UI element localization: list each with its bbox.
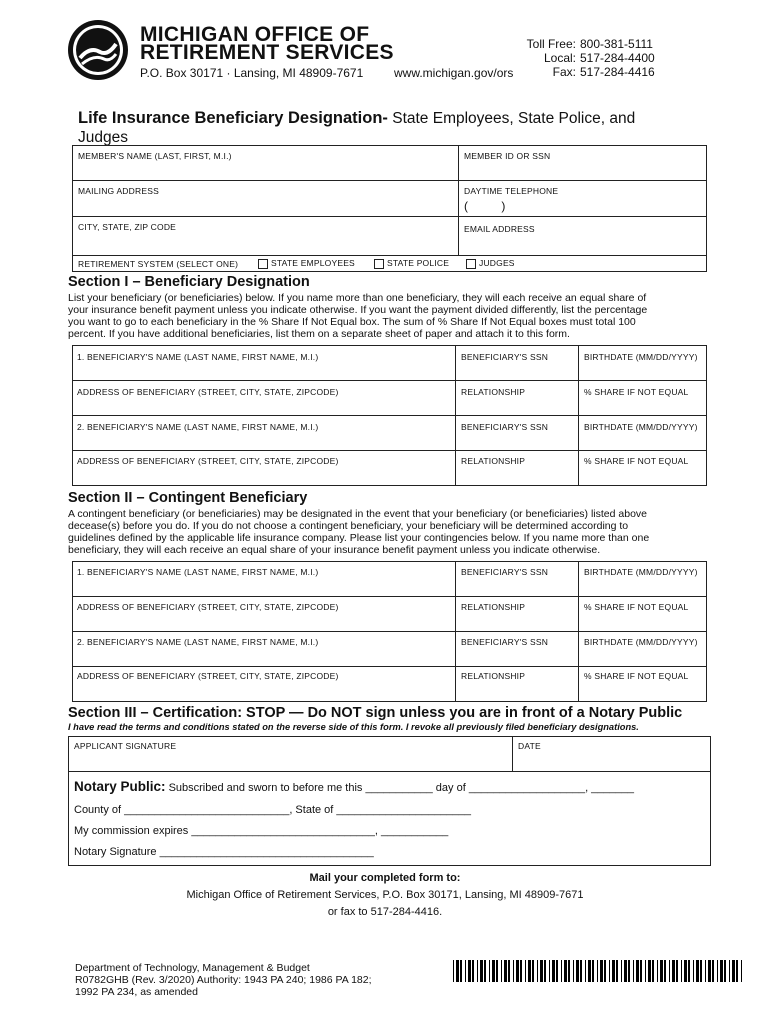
barcode-bar bbox=[544, 960, 546, 982]
barcode-bar bbox=[712, 960, 714, 982]
member-name-field[interactable] bbox=[74, 161, 456, 179]
barcode-bar bbox=[604, 960, 606, 982]
mailing-address-field[interactable] bbox=[74, 196, 456, 214]
date-field[interactable] bbox=[514, 752, 709, 770]
barcode-bar bbox=[460, 960, 462, 982]
county-line: County of ___________________________, State of ______________________ bbox=[74, 804, 471, 816]
barcode-bar bbox=[676, 960, 678, 982]
barcode-bar bbox=[660, 960, 663, 982]
option-state-police-label: STATE POLICE bbox=[387, 258, 450, 268]
org-website: www.michigan.gov/ors bbox=[394, 66, 514, 80]
barcode-bar bbox=[477, 960, 478, 982]
org-address: P.O. Box 30171 · Lansing, MI 48909-7671 bbox=[140, 66, 364, 80]
barcode-bar bbox=[708, 960, 711, 982]
barcode-bar bbox=[561, 960, 562, 982]
section1-title: Section I – Beneficiary Designation bbox=[68, 274, 310, 290]
fax-label: Fax: bbox=[552, 65, 576, 79]
notary-public-label: Notary Public: bbox=[74, 779, 166, 794]
beneficiary1-share-label: % SHARE IF NOT EQUAL bbox=[584, 387, 689, 397]
logo bbox=[66, 18, 130, 82]
barcode-bar bbox=[520, 960, 522, 982]
barcode-bar bbox=[645, 960, 646, 982]
barcode-bar bbox=[573, 960, 574, 982]
section1-para-line: List your beneficiary (or beneficiaries) below. If you name more than one beneficiary, they will each receive an equal share of bbox=[68, 292, 647, 304]
toll-free-label: Toll Free: bbox=[526, 37, 576, 51]
notary-public-text: Subscribed and sworn to before me this ___________ day of ___________________, _______ bbox=[165, 782, 634, 794]
barcode-bar bbox=[465, 960, 466, 982]
barcode-bar bbox=[693, 960, 694, 982]
barcode-bar bbox=[633, 960, 634, 982]
barcode-bar bbox=[688, 960, 690, 982]
barcode-bar bbox=[501, 960, 502, 982]
checkbox-state-police[interactable] bbox=[374, 259, 384, 269]
contingent1-ssn-label: BENEFICIARY'S SSN bbox=[461, 567, 549, 577]
option-state-employees[interactable] bbox=[258, 258, 355, 269]
barcode-bar bbox=[684, 960, 687, 982]
daytime-phone-field[interactable]: ( ) bbox=[464, 199, 506, 213]
barcode-bar bbox=[516, 960, 519, 982]
section2-para-line: guidelines defined by the applicable life insurance company. Please list your contingencies below. If you name more than one bbox=[68, 532, 650, 544]
beneficiary1-address-label: ADDRESS OF BENEFICIARY (STREET, CITY, STATE, ZIPCODE) bbox=[77, 387, 339, 397]
applicant-signature-field[interactable] bbox=[70, 752, 510, 770]
footer-line2: R0782GHB (Rev. 3/2020) Authority: 1943 PA 240; 1986 PA 182; bbox=[75, 974, 372, 986]
barcode-bar bbox=[652, 960, 654, 982]
commission-line: My commission expires ______________________________, ___________ bbox=[74, 825, 449, 837]
barcode-bar bbox=[472, 960, 474, 982]
contingent1-relationship-label: RELATIONSHIP bbox=[461, 602, 526, 612]
member-name-label: MEMBER'S NAME (LAST, FIRST, M.I.) bbox=[78, 151, 232, 161]
beneficiary2-relationship-label: RELATIONSHIP bbox=[461, 456, 526, 466]
barcode-bar bbox=[732, 960, 735, 982]
mailing-address-label: MAILING ADDRESS bbox=[78, 186, 159, 196]
barcode-bar bbox=[600, 960, 603, 982]
barcode-bar bbox=[657, 960, 658, 982]
section2-para-line: decease(s) before you do. If you do not choose a contingent beneficiary, your beneficiary will be determined according to bbox=[68, 520, 629, 532]
contingent2-address-label: ADDRESS OF BENEFICIARY (STREET, CITY, STATE, ZIPCODE) bbox=[77, 671, 339, 681]
barcode-bar bbox=[480, 960, 483, 982]
barcode-bar bbox=[549, 960, 550, 982]
barcode-bar bbox=[456, 960, 459, 982]
contingent1-name-label: 1. BENEFICIARY'S NAME (LAST NAME, FIRST NAME, M.I.) bbox=[77, 567, 319, 577]
barcode-bar bbox=[504, 960, 507, 982]
notary-public-line bbox=[74, 779, 634, 794]
barcode-bar bbox=[621, 960, 622, 982]
barcode-bar bbox=[568, 960, 570, 982]
barcode-bar bbox=[537, 960, 538, 982]
barcode-bar bbox=[597, 960, 598, 982]
beneficiary2-birthdate-label: BIRTHDATE (MM/DD/YYYY) bbox=[584, 422, 698, 432]
barcode-bar bbox=[717, 960, 718, 982]
beneficiary2-address-label: ADDRESS OF BENEFICIARY (STREET, CITY, STATE, ZIPCODE) bbox=[77, 456, 339, 466]
barcode-bar bbox=[696, 960, 699, 982]
section2-para-line: A contingent beneficiary (or beneficiaries) may be designated in the event that your beneficiary (or beneficiaries) listed above bbox=[68, 508, 647, 520]
beneficiary1-relationship-label: RELATIONSHIP bbox=[461, 387, 526, 397]
local-label: Local: bbox=[543, 51, 576, 65]
notary-signature-line: Notary Signature ___________________________________ bbox=[74, 846, 374, 858]
retirement-system-label: RETIREMENT SYSTEM (SELECT ONE) bbox=[78, 259, 239, 269]
option-state-employees-label: STATE EMPLOYEES bbox=[271, 258, 355, 268]
barcode-bar bbox=[528, 960, 531, 982]
mail-address: Michigan Office of Retirement Services, P.O. Box 30171, Lansing, MI 48909-7671 bbox=[186, 889, 584, 901]
footer bbox=[75, 962, 372, 998]
barcode-bar bbox=[489, 960, 490, 982]
barcode-bar bbox=[724, 960, 726, 982]
contingent2-relationship-label: RELATIONSHIP bbox=[461, 671, 526, 681]
barcode-bar bbox=[496, 960, 498, 982]
barcode-bar bbox=[612, 960, 615, 982]
beneficiary1-ssn-label: BENEFICIARY'S SSN bbox=[461, 352, 549, 362]
form-title-line2: Judges bbox=[78, 129, 128, 146]
barcode-bar bbox=[556, 960, 558, 982]
barcode-bar bbox=[592, 960, 594, 982]
barcode-bar bbox=[669, 960, 670, 982]
section3-subtitle: I have read the terms and conditions stated on the reverse side of this form. I revoke all previously filed beneficiary designations. bbox=[68, 722, 639, 732]
barcode-bar bbox=[648, 960, 651, 982]
barcode-bar bbox=[525, 960, 526, 982]
checkbox-judges[interactable] bbox=[466, 259, 476, 269]
section2-title: Section II – Contingent Beneficiary bbox=[68, 490, 308, 506]
checkbox-state-employees[interactable] bbox=[258, 259, 268, 269]
date-label: DATE bbox=[518, 741, 541, 751]
contingent2-ssn-label: BENEFICIARY'S SSN bbox=[461, 637, 549, 647]
barcode-bar bbox=[705, 960, 706, 982]
fax-number: 517-284-4416 bbox=[580, 65, 655, 79]
local-number: 517-284-4400 bbox=[580, 51, 655, 65]
barcode-bar bbox=[508, 960, 510, 982]
section1-para-line: your insurance benefit payment unless you indicate otherwise. If you want the payment divided differently, list the percentage bbox=[68, 304, 648, 316]
applicant-signature-label: APPLICANT SIGNATURE bbox=[74, 741, 177, 751]
section1-para-line: percent. If you have additional beneficiaries, list them on a separate sheet of paper and attach it to this form. bbox=[68, 328, 570, 340]
contingent2-share-label: % SHARE IF NOT EQUAL bbox=[584, 671, 689, 681]
section2-para-line: beneficiary, they will each receive an equal share of your insurance benefit payment unless you indicate otherwise. bbox=[68, 544, 601, 556]
footer-line3: 1992 PA 234, as amended bbox=[75, 986, 198, 998]
barcode-bar bbox=[720, 960, 723, 982]
beneficiary1-birthdate-label: BIRTHDATE (MM/DD/YYYY) bbox=[584, 352, 698, 362]
toll-free-number: 800-381-5111 bbox=[580, 37, 653, 51]
form-title-rest: State Employees, State Police, and bbox=[387, 110, 636, 127]
barcode-bar bbox=[616, 960, 618, 982]
form-title bbox=[78, 109, 635, 128]
contingent1-share-label: % SHARE IF NOT EQUAL bbox=[584, 602, 689, 612]
email-label: EMAIL ADDRESS bbox=[464, 224, 535, 234]
org-name-line2: RETIREMENT SERVICES bbox=[140, 41, 394, 64]
barcode-bar bbox=[672, 960, 675, 982]
section1-para-line: you want to go to each beneficiary in the % Share If Not Equal box. The sum of % Share If Not Equal boxes must total 100 bbox=[68, 316, 636, 328]
barcode-bar bbox=[576, 960, 579, 982]
city-state-zip-label: CITY, STATE, ZIP CODE bbox=[78, 222, 177, 232]
city-state-zip-field[interactable] bbox=[74, 233, 456, 253]
barcode-bar bbox=[513, 960, 514, 982]
form-title-bold: Life Insurance Beneficiary Designation- bbox=[78, 109, 388, 127]
org-name-line1: MICHIGAN OFFICE OF bbox=[140, 23, 370, 46]
barcode-bar bbox=[540, 960, 543, 982]
member-id-field[interactable] bbox=[460, 161, 705, 179]
option-judges[interactable] bbox=[466, 258, 515, 269]
email-field[interactable] bbox=[460, 235, 705, 253]
option-judges-label: JUDGES bbox=[479, 258, 515, 268]
beneficiary2-name-label: 2. BENEFICIARY'S NAME (LAST NAME, FIRST NAME, M.I.) bbox=[77, 422, 319, 432]
barcode-bar bbox=[588, 960, 591, 982]
contingent2-birthdate-label: BIRTHDATE (MM/DD/YYYY) bbox=[584, 637, 698, 647]
barcode-bar bbox=[532, 960, 534, 982]
barcode bbox=[453, 960, 746, 982]
beneficiary2-share-label: % SHARE IF NOT EQUAL bbox=[584, 456, 689, 466]
barcode-bar bbox=[585, 960, 586, 982]
section2-paragraph bbox=[68, 508, 708, 556]
barcode-bar bbox=[609, 960, 610, 982]
section3-title: Section III – Certification: STOP — Do NOT sign unless you are in front of a Notary Public bbox=[68, 705, 683, 721]
barcode-bar bbox=[736, 960, 738, 982]
barcode-bar bbox=[552, 960, 555, 982]
barcode-bar bbox=[640, 960, 642, 982]
barcode-bar bbox=[580, 960, 582, 982]
barcode-bar bbox=[681, 960, 682, 982]
option-state-police[interactable] bbox=[374, 258, 449, 269]
barcode-bar bbox=[628, 960, 630, 982]
barcode-bar bbox=[564, 960, 567, 982]
barcode-bar bbox=[729, 960, 730, 982]
barcode-bar bbox=[484, 960, 486, 982]
contingent1-birthdate-label: BIRTHDATE (MM/DD/YYYY) bbox=[584, 567, 698, 577]
mail-fax: or fax to 517-284-4416. bbox=[327, 906, 443, 918]
beneficiary1-name-label: 1. BENEFICIARY'S NAME (LAST NAME, FIRST NAME, M.I.) bbox=[77, 352, 319, 362]
barcode-bar bbox=[664, 960, 666, 982]
barcode-bar bbox=[700, 960, 702, 982]
barcode-bar bbox=[741, 960, 742, 982]
contingent2-name-label: 2. BENEFICIARY'S NAME (LAST NAME, FIRST NAME, M.I.) bbox=[77, 637, 319, 647]
barcode-bar bbox=[453, 960, 454, 982]
footer-line1: Department of Technology, Management & Budget bbox=[75, 962, 310, 974]
barcode-bar bbox=[492, 960, 495, 982]
barcode-bar bbox=[624, 960, 627, 982]
section1-paragraph bbox=[68, 292, 708, 340]
beneficiary2-ssn-label: BENEFICIARY'S SSN bbox=[461, 422, 549, 432]
mail-heading: Mail your completed form to: bbox=[309, 872, 461, 884]
daytime-phone-label: DAYTIME TELEPHONE bbox=[464, 186, 559, 196]
barcode-bar bbox=[468, 960, 471, 982]
contingent1-address-label: ADDRESS OF BENEFICIARY (STREET, CITY, STATE, ZIPCODE) bbox=[77, 602, 339, 612]
barcode-bar bbox=[636, 960, 639, 982]
member-id-label: MEMBER ID OR SSN bbox=[464, 151, 551, 161]
